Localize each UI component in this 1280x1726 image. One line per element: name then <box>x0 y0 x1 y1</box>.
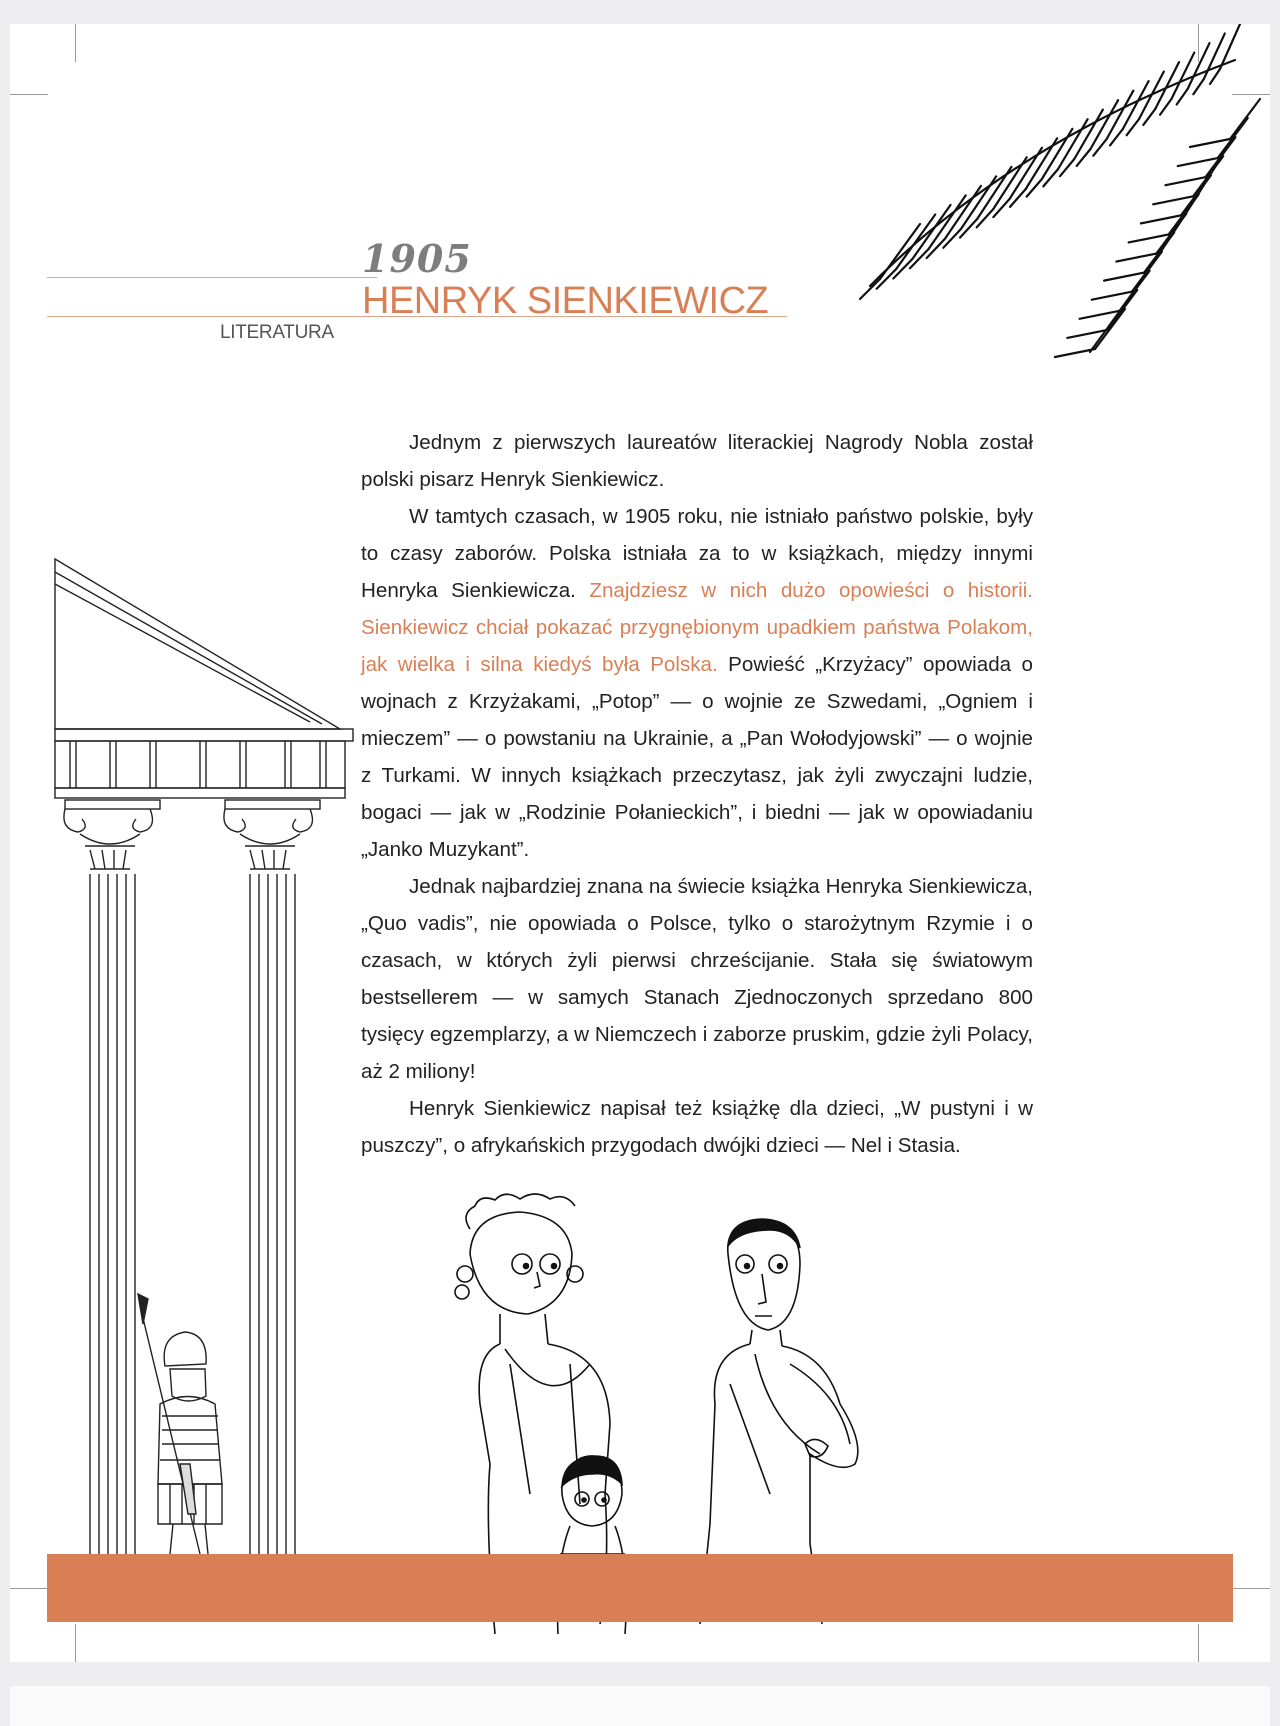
palm-leaflet <box>945 186 981 239</box>
palm-leaflet <box>1171 53 1194 99</box>
palm-leaflet <box>1010 189 1026 207</box>
palm-leaflet <box>1141 215 1181 223</box>
palm-leaflet <box>1155 62 1179 109</box>
paragraph <box>361 498 1033 868</box>
palm-leaflet <box>1190 139 1230 147</box>
book-page <box>10 24 1270 1662</box>
paragraph <box>361 868 1033 1090</box>
next-page-edge <box>10 1686 1270 1726</box>
palm-leaflet <box>977 209 994 227</box>
highlighted-text: Znajdziesz w nich dużo opowieści o historii. Sienkiewicz chciał pokazać przygnębionym upadkiem państwa Polakom, jak wielka i silna kiedyś była Polska. <box>361 579 1034 676</box>
palm-leaflet <box>1193 79 1203 94</box>
paragraph-text: W tamtych czasach, w 1905 roku, nie istniało państwo polskie, były to czasy zaborów. Polska istniała za to w książkach, między innymi Henryka Sienkiewicza. <box>361 505 1033 602</box>
paragraph-text: Powieść „Krzyżacy” opowiada o wojnach z Krzyżakami, „Potop” — o wojnie ze Szwedami, „Ogniem i mieczem” — o powstaniu na Ukrainie, a „Pan Wołodyjowski” — o wojnie z Turkami. W innych książkach przeczytasz, jak żyli zwyczajni ludzie, bogaci — jak w „Rodzinie Połanieckich”, i biedni — jak w opowiadaniu „Janko Muzykant”. <box>361 653 1033 861</box>
article-body <box>361 424 1033 1164</box>
palm-leaflet <box>1116 254 1156 262</box>
palm-leaflet <box>1160 99 1171 115</box>
palm-leaflet <box>1218 118 1248 158</box>
palm-leaf-illustration <box>860 24 1260 357</box>
palm-leaflet <box>1092 292 1132 300</box>
paragraph <box>361 424 1033 498</box>
year-label: 1905 <box>362 236 472 281</box>
roman-soldier-illustration <box>138 1294 222 1554</box>
footer-band <box>47 1554 1233 1622</box>
palm-leaflet <box>1178 158 1218 166</box>
palm-leaflet <box>993 157 1026 209</box>
category-label: LITERATURA <box>220 322 334 343</box>
palm-leaflet <box>993 199 1009 217</box>
palm-leaflet <box>1027 179 1042 197</box>
paragraph-text: Jednym z pierwszych laureatów literackiej Nagrody Nobla został polski pisarz Henryk Sienkiewicz. <box>361 431 1033 491</box>
paragraph-text: Henryk Sienkiewicz napisał też książkę dla dzieci, „W pustyni i w puszczy”, o afrykańskich przygodach dwójki dzieci — Nel i Stasia. <box>361 1097 1033 1157</box>
column-capital-right <box>224 800 320 869</box>
paragraph-text: Jednak najbardziej znana na świecie książka Henryka Sienkiewicza, „Quo vadis”, nie opowiada o Polsce, tylko o starożytnym Rzymie i o czasach, w których żyli pierwsi chrześcijanie. Stała się światowym bestsellerem — w samych Stanach Zjednoczonych sprzedano 800 tysięcy egzemplarzy, a w Niemczech i zaborze pruskim, gdzie żyli Polacy, aż 2 miliony! <box>361 875 1033 1083</box>
palm-leaflet <box>929 195 966 249</box>
palm-leaflet <box>1153 196 1193 204</box>
palm-leaflet <box>1188 43 1210 89</box>
palm-leaflet <box>1165 177 1205 185</box>
palm-leaflet <box>1210 69 1220 84</box>
palm-leaflet <box>1139 72 1164 119</box>
greek-temple-illustration <box>55 559 353 1554</box>
palm-leaflet <box>912 205 950 259</box>
palm-leaflet <box>1055 349 1095 357</box>
laureate-name: HENRYK SIENKIEWICZ <box>362 280 769 322</box>
palm-leaflet <box>1129 234 1169 242</box>
column-capital-left <box>64 800 160 869</box>
palm-leaflet <box>1177 89 1188 104</box>
palm-leaflet <box>1143 109 1155 125</box>
palm-leaflet <box>1080 311 1120 319</box>
palm-leaflet <box>1204 34 1225 79</box>
paragraph <box>361 1090 1033 1164</box>
palm-leaflet <box>977 167 1011 219</box>
palm-leaflet <box>1104 273 1144 281</box>
palm-leaflet <box>1127 119 1139 135</box>
palm-leaflet <box>1010 148 1042 199</box>
palm-leaflet <box>1230 99 1260 139</box>
